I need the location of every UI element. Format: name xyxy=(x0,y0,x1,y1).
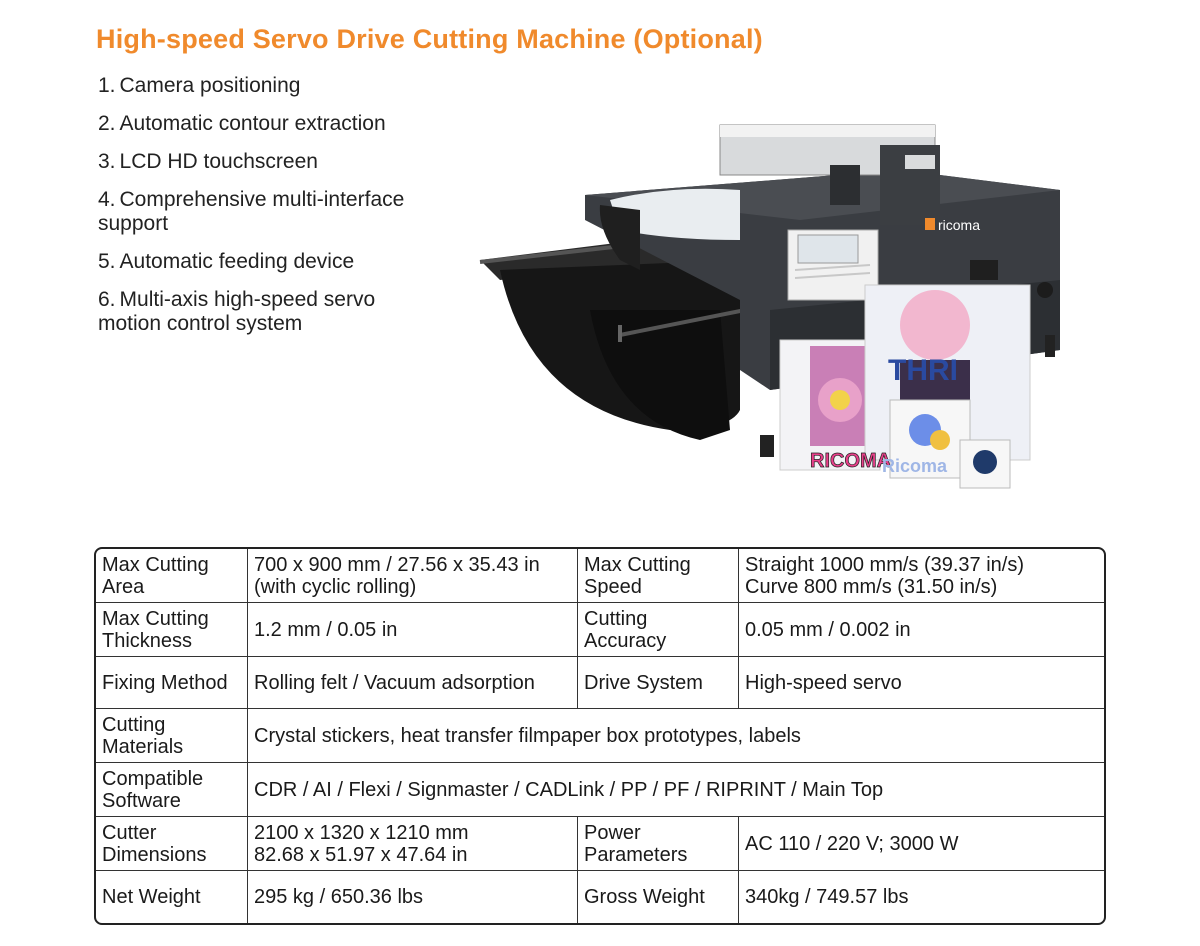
feature-item: 4. Comprehensive multi-interface support xyxy=(98,188,405,235)
spec-value: AC 110 / 220 V; 3000 W xyxy=(739,817,1104,871)
specifications-table xyxy=(94,547,1106,925)
svg-text:RICOMA: RICOMA xyxy=(810,450,892,472)
spec-label: Drive System xyxy=(578,657,739,709)
spec-value: 0.05 mm / 0.002 in xyxy=(739,603,1104,657)
spec-value: Straight 1000 mm/s (39.37 in/s) Curve 800 mm/s (31.50 in/s) xyxy=(739,549,1104,603)
feature-item: 6. Multi-axis high-speed servo motion control system xyxy=(98,288,376,335)
page-title: High-speed Servo Drive Cutting Machine (Optional) xyxy=(96,24,763,54)
spec-value: Crystal stickers, heat transfer filmpaper box prototypes, labels xyxy=(248,709,1104,763)
table-row xyxy=(96,657,1104,709)
feature-item: 5. Automatic feeding device xyxy=(98,250,355,273)
spec-label: Cutter Dimensions xyxy=(96,817,248,871)
spec-label: Fixing Method xyxy=(96,657,248,709)
cutting-machine-image xyxy=(470,110,1070,510)
spec-label: Cutting Accuracy xyxy=(578,603,739,657)
spec-value: 2100 x 1320 x 1210 mm 82.68 x 51.97 x 47.64 in xyxy=(248,817,578,871)
feature-item: 3. LCD HD touchscreen xyxy=(98,150,318,173)
svg-text:THRI: THRI xyxy=(888,354,958,387)
feature-item: 2. Automatic contour extraction xyxy=(98,112,386,135)
spec-label: Max Cutting Speed xyxy=(578,549,739,603)
spec-label: Compatible Software xyxy=(96,763,248,817)
spec-value: CDR / AI / Flexi / Signmaster / CADLink / PP / PF / RIPRINT / Main Top xyxy=(248,763,1104,817)
table-row xyxy=(96,817,1104,871)
feature-item: 1. Camera positioning xyxy=(98,74,301,97)
svg-text:ricoma: ricoma xyxy=(938,217,981,233)
spec-value: High-speed servo xyxy=(739,657,1104,709)
spec-label: Cutting Materials xyxy=(96,709,248,763)
spec-value: Rolling felt / Vacuum adsorption xyxy=(248,657,578,709)
table-row xyxy=(96,763,1104,817)
spec-value: 700 x 900 mm / 27.56 x 35.43 in (with cyclic rolling) xyxy=(248,549,578,603)
spec-label: Net Weight xyxy=(96,871,248,923)
table-row xyxy=(96,709,1104,763)
table-row xyxy=(96,871,1104,923)
spec-value: 1.2 mm / 0.05 in xyxy=(248,603,578,657)
spec-label: Max Cutting Area xyxy=(96,549,248,603)
feature-list xyxy=(98,74,428,350)
spec-label: Gross Weight xyxy=(578,871,739,923)
spec-value: 340kg / 749.57 lbs xyxy=(745,886,909,908)
svg-text:Ricoma: Ricoma xyxy=(882,456,948,476)
spec-value: 295 kg / 650.36 lbs xyxy=(248,871,578,923)
spec-label: Power Parameters xyxy=(578,817,739,871)
table-row xyxy=(96,603,1104,657)
spec-label: Max Cutting Thickness xyxy=(96,603,248,657)
table-row xyxy=(96,549,1104,603)
